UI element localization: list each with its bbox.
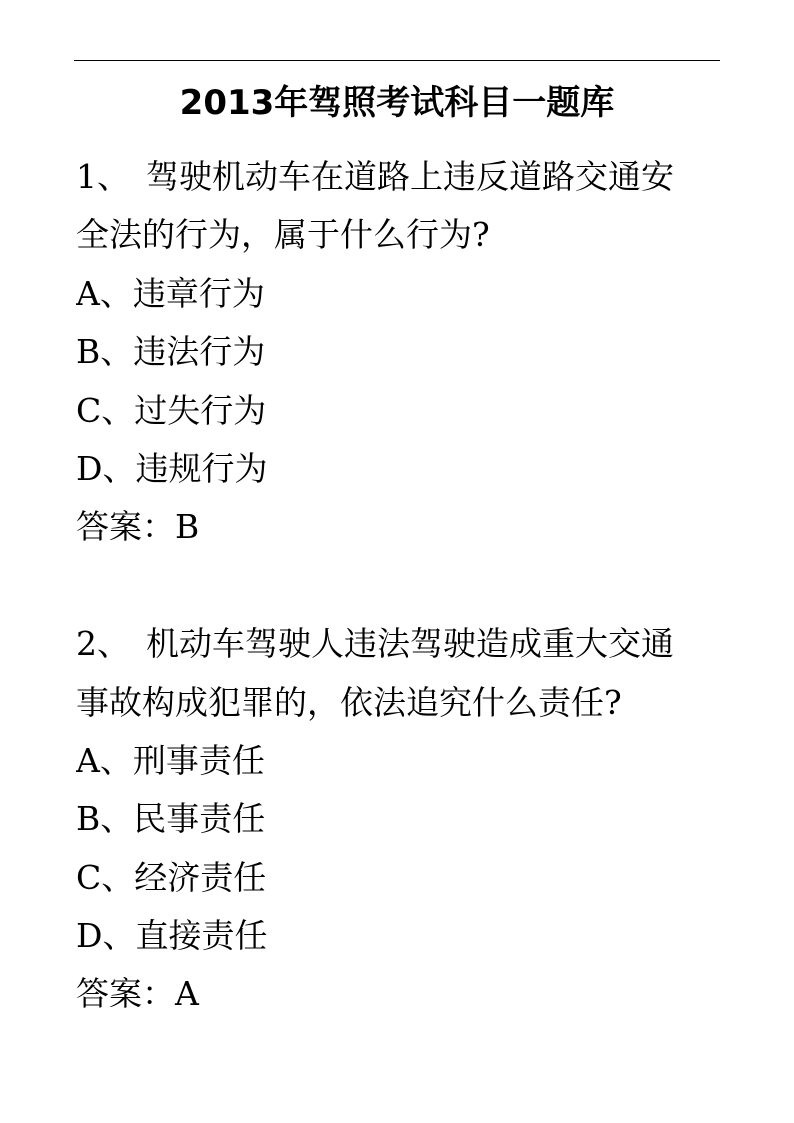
option-a: A、违章行为: [76, 273, 265, 313]
answer: 答案：B: [76, 507, 200, 547]
answer: 答案：A: [76, 974, 199, 1014]
question-text: 驾驶机动车在道路上违反道路交通安: [146, 157, 674, 196]
question-text-line: [76, 615, 726, 673]
blank-line: [76, 557, 726, 615]
document-title: 2013年驾照考试科目一题库: [179, 83, 615, 123]
option-b: B、违法行为: [76, 332, 266, 372]
question-1: [76, 148, 726, 557]
option-c: C、过失行为: [76, 390, 267, 430]
question-text-line: 全法的行为，属于什么行为?: [76, 215, 490, 255]
option-d: D、直接责任: [76, 916, 268, 956]
question-text-line: [76, 148, 726, 206]
option-d: D、违规行为: [76, 448, 268, 488]
header-rule: [74, 60, 720, 61]
question-2: [76, 615, 726, 1024]
question-text: 机动车驾驶人违法驾驶造成重大交通: [146, 624, 674, 664]
question-number: 2、: [76, 624, 130, 664]
question-text-line: 事故构成犯罪的，依法追究什么责任?: [76, 682, 622, 722]
option-c: C、经济责任: [76, 857, 267, 897]
question-list: [76, 148, 726, 1024]
option-a: A、刑事责任: [76, 740, 265, 780]
question-number: 1、: [76, 157, 130, 196]
option-b: B、民事责任: [76, 799, 266, 839]
